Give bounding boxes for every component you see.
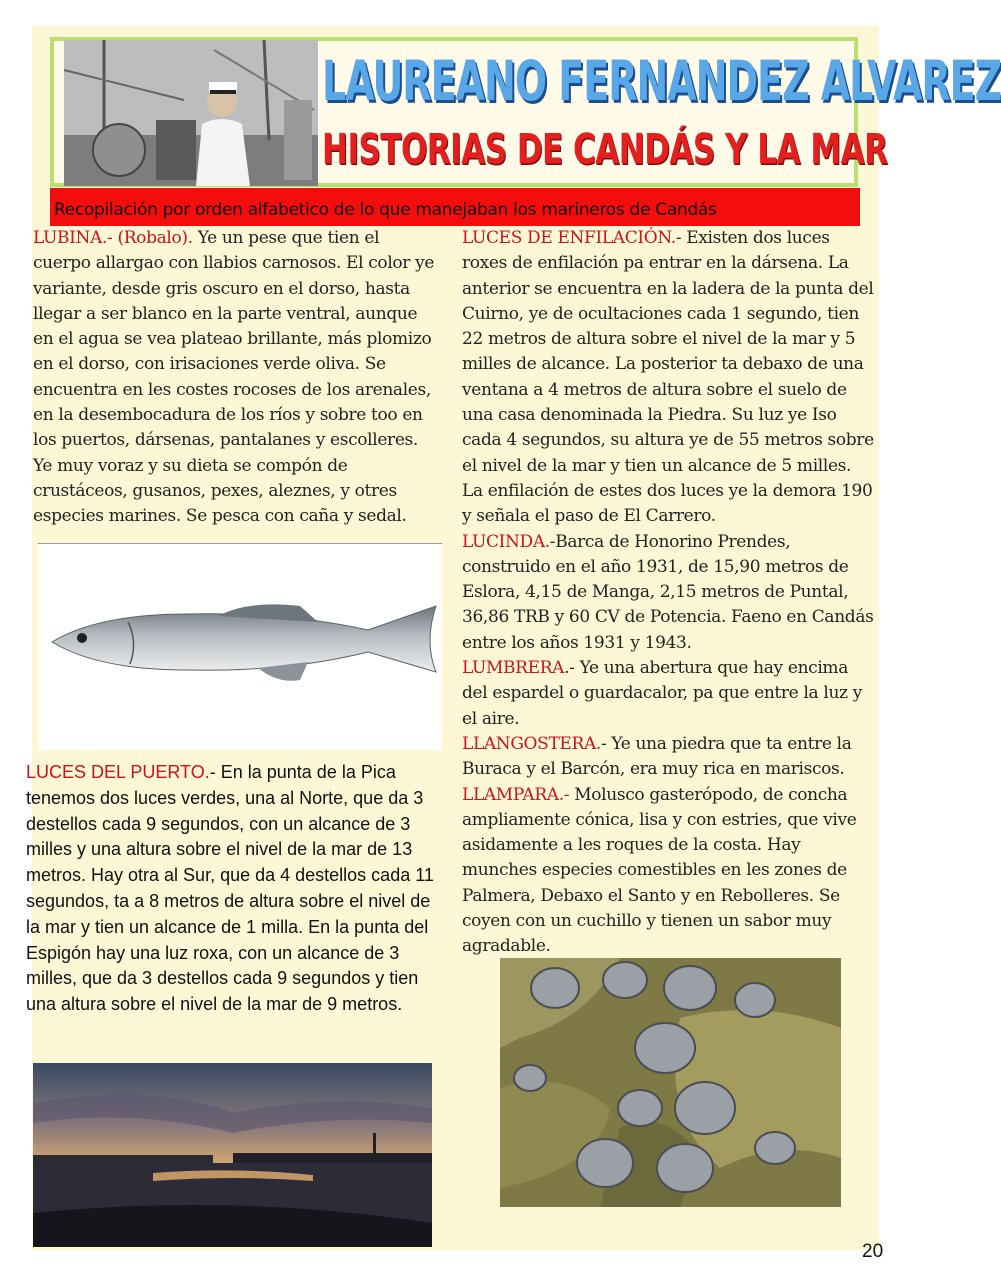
entry-luces-puerto: [26, 760, 440, 1018]
limpets-on-rock-icon: [500, 958, 841, 1207]
entry-lumbrera: [462, 656, 874, 732]
entry-llampara-text: Molusco gasterópodo, de concha ampliamente cónica, lisa y con estries, que vive asidamente a les roques de la costa. Hay munches especies comestibles en les zones de Palmera, Debaxo el Santo y en Rebolleres. Se coyen con un cuchillo y tienen un sabor muy agradable.: [462, 784, 857, 957]
entry-llampara: [462, 783, 874, 960]
page-number: 20: [862, 1241, 884, 1262]
entry-llangostera-text: - Ye una piedra que ta entre la Buraca y el Barcón, era muy rica en mariscos.: [462, 733, 852, 780]
entry-luces-enfilacion-term: LUCES DE ENFILACIÓN.: [462, 228, 676, 248]
right-column: [462, 226, 874, 960]
limpets-image: [500, 958, 841, 1207]
header-title: LAUREANO FERNANDEZ ALVAREZ: [322, 49, 1001, 113]
entry-llangostera-term: LLANGOSTERA.: [462, 733, 601, 754]
entry-lubina-term: LUBINA.- (Robalo).: [33, 228, 193, 248]
entry-lucinda-text: -Barca de Honorino Prendes, construido en el año 1931, de 15,90 metros de Eslora, 4,15 de Manga, 2,15 metros de Puntal, 36,86 TRB y 60 CV de Potencia. Faeno en Candás entre los años 1931 y 1943.: [462, 531, 874, 653]
banner-text: Recopilación por orden alfabetico de lo que manejaban los marineros de Candás: [54, 200, 717, 220]
sunset-harbour-image: [33, 1063, 432, 1247]
entry-lubina-text: Ye un pese que tien el cuerpo allargao con llabios carnosos. El color ye variante, desde gris oscuro en el dorso, hasta llegar a ser blanco en la parte ventral, aunque en el agua se vea plateao brillante, más plomizo en el dorso, con irisaciones verde oliva. Se encuentra en les costes rocoses de los arenales, en la desembocadura de los ríos y sobre too en los puertos, dársenas, pantalanes y escolleres. Ye muy voraz y su dieta se compón de crustáceos, gusanos, pexes, aleznes, y otres especies marines. Se pesca con caña y sedal.: [33, 228, 435, 527]
entry-lumbrera-text: .- Ye una abertura que hay encima del espardel o guardacalor, pa que entre la luz y el aire.: [462, 658, 862, 729]
sea-bass-fish-icon: [38, 544, 442, 750]
entry-llangostera: [462, 732, 874, 783]
header-photo-sailor: [64, 40, 318, 186]
entry-luces-enfilacion-text: - Existen dos luces roxes de enfilación pa entrar en la dársena. La anterior se encuentra en la ladera de la punta del Cuirno, ye de ocultaciones cada 1 segundo, tien 22 metros de altura sobre el nivel de la mar y 5 milles de alcance. La posterior ta debaxo de una ventana a 4 metros de altura sobre el suelo de una casa denominada la Piedra. Su luz ye Iso cada 4 segundos, su altura ye de 55 metros sobre el nivel de la mar y tien un alcance de 5 milles. La enfilación de estes dos luces ye la demora 190 y señala el paso de El Carrero.: [462, 228, 874, 527]
entry-luces-puerto-term: LUCES DEL PUERTO.: [26, 762, 210, 782]
entry-lucinda-term: LUCINDA.: [462, 531, 550, 552]
entry-luces-puerto-text: - En la punta de la Pica tenemos dos luces verdes, una al Norte, que da 3 destellos cada 9 segundos, con un alcance de 3 milles y una altura sobre el nivel de la mar de 13 metros. Hay otra al Sur, que da 4 destellos cada 11 segundos, ta a 8 metros de altura sobre el nivel de la mar y tien un alcance de 1 milla. En la punta del Espigón hay una luz roxa, con un alcance de 3 milles, que da 3 destellos cada 9 segundos y tien una altura sobre el nivel de la mar de 9 metros.: [26, 762, 434, 1015]
fish-image: [38, 543, 442, 750]
entry-llampara-term: LLAMPARA.-: [462, 784, 570, 805]
entry-lubina: [33, 226, 437, 530]
sunset-harbour-icon: [33, 1063, 432, 1247]
header-subtitle: HISTORIAS DE CANDÁS Y LA MAR: [322, 125, 888, 175]
entry-luces-enfilacion: [462, 226, 874, 530]
sailor-photo-icon: [64, 40, 318, 186]
entry-lumbrera-term: LUMBRERA: [462, 658, 565, 679]
red-banner: [50, 188, 860, 226]
entry-lucinda: [462, 530, 874, 656]
